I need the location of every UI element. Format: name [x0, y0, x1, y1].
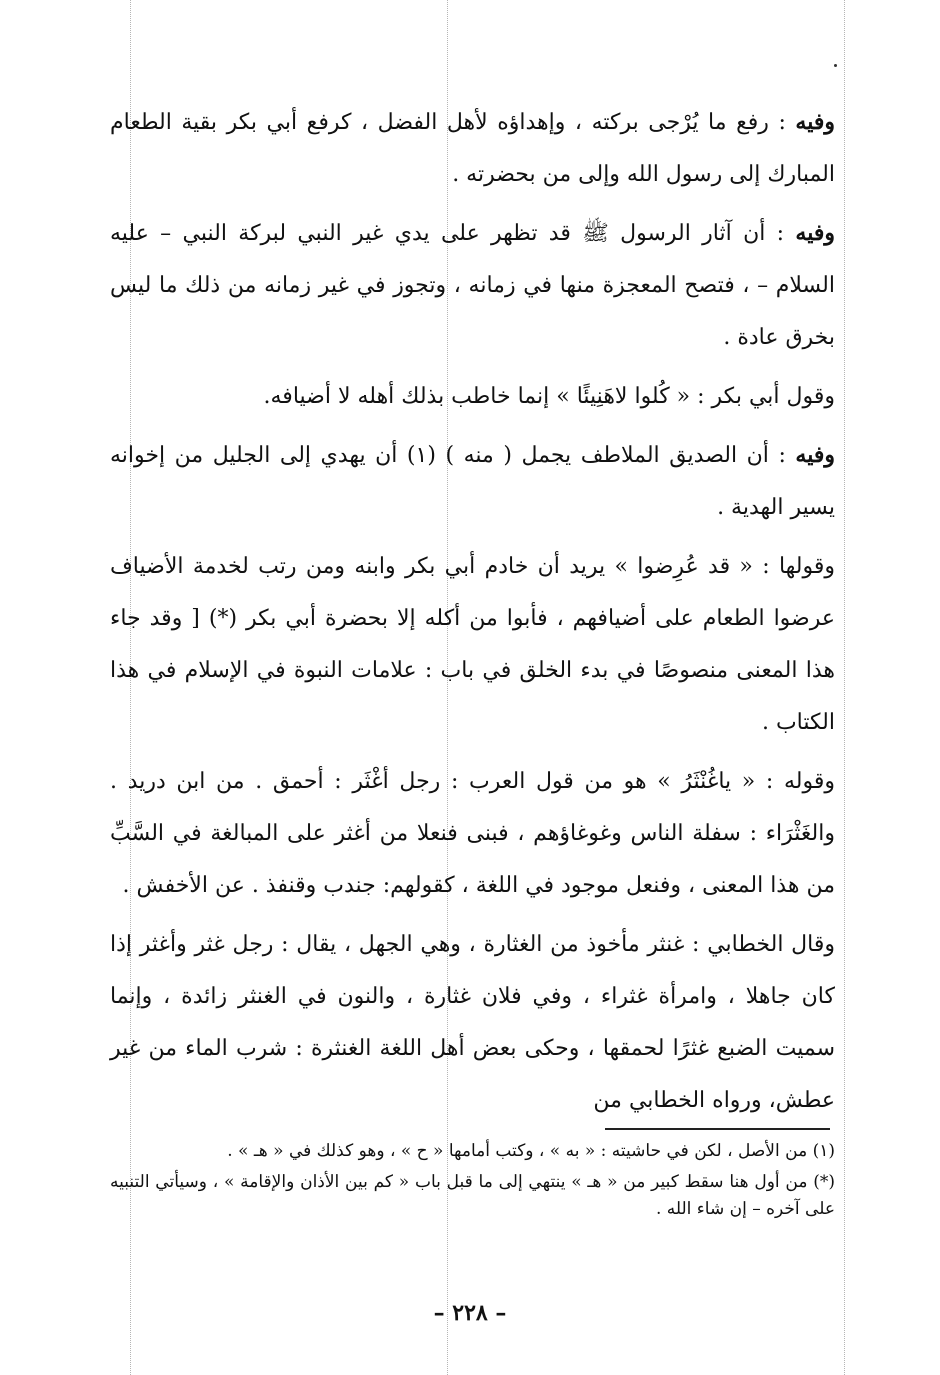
paragraph — [110, 755, 835, 912]
footnote: (١) من الأصل ، لكن في حاشيته : « به » ، وكتب أمامها « ح » ، وهو كذلك في « هـ » . — [227, 1141, 835, 1161]
paragraph-text: وقال الخطابي : غنثر مأخوذ من الغثارة ، وهي الجهل ، يقال : رجل غثر وأغثر إذا كان جاهلا ، وامرأة غثراء ، وفي فلان غثارة ، والنون في الغنثر زائدة ، وإنما سميت الضبع غثرًا لحمقها ، وحكى بعض أهل اللغة الغنثرة : شرب الماء من غير عطش، ورواه الخطابي من — [110, 932, 835, 1113]
paragraph — [110, 540, 835, 749]
paragraph-text: : أن الصديق الملاطف يجمل ( منه ) (١) أن يهدي إلى الجليل من إخوانه يسير الهدية . — [110, 443, 835, 520]
paragraph-keyword: وفيه — [795, 442, 835, 468]
paragraph — [110, 207, 835, 364]
scan-guide-line — [844, 0, 845, 1375]
paragraph-keyword: وفيه — [795, 220, 835, 246]
paragraph-text: : رفع ما يُرْجى بركته ، وإهداؤه لأهل الفضل ، كرفع أبي بكر بقية الطعام المبارك إلى رسول الله وإلى من بحضرته . — [110, 110, 835, 187]
paragraph — [110, 370, 835, 423]
footnote-separator — [605, 1128, 830, 1130]
paragraph — [110, 918, 835, 1127]
paragraph-text: وقول أبي بكر : « كُلوا لاهَنِيئًا » إنما خاطب بذلك أهله لا أضيافه. — [263, 384, 835, 409]
footnote: (*) من أول هنا سقط كبير من « هـ » ينتهي إلى ما قبل باب « كم بين الأذان والإقامة » ، وسيأتي التنبيه على آخره – إن شاء الله . — [110, 1172, 835, 1219]
paragraph-text: وقوله : « ياغُنْثَرُ » هو من قول العرب : رجل أغْثَر : أحمق . من ابن دريد . والغَثْرَاء : سفلة الناس وغوغاؤهم ، فبنى فنعلا من أغثر على المبالغة في السَّبِّ من هذا المعنى ، وفنعل موجود في اللغة ، كقولهم: جندب وقنفذ . عن الأخفش . — [110, 769, 835, 898]
scan-speck — [834, 64, 837, 67]
footnotes — [110, 1138, 835, 1227]
paragraph — [110, 429, 835, 534]
main-text — [110, 96, 835, 1133]
page-number: – ٢٢٨ – — [433, 1300, 507, 1326]
paragraph-text: : أن آثار الرسول ﷺ قد تظهر على يدي غير النبي لبركة النبي – عليه السلام – ، فتصح المعجزة منها في زمانه ، وتجوز في غير زمانه من ذلك ما ليس بخرق عادة . — [110, 221, 835, 350]
paragraph — [110, 96, 835, 201]
paragraph-text: وقولها : « قد عُرِضوا » يريد أن خادم أبي بكر وابنه ومن رتب لخدمة الأضياف عرضوا الطعام على أضيافهم ، فأبوا من أكله إلا بحضرة أبي بكر (*) [ وقد جاء هذا المعنى منصوصًا في بدء الخلق في باب : علامات النبوة في الإسلام في هذا الكتاب . — [110, 554, 835, 735]
paragraph-keyword: وفيه — [795, 109, 835, 135]
